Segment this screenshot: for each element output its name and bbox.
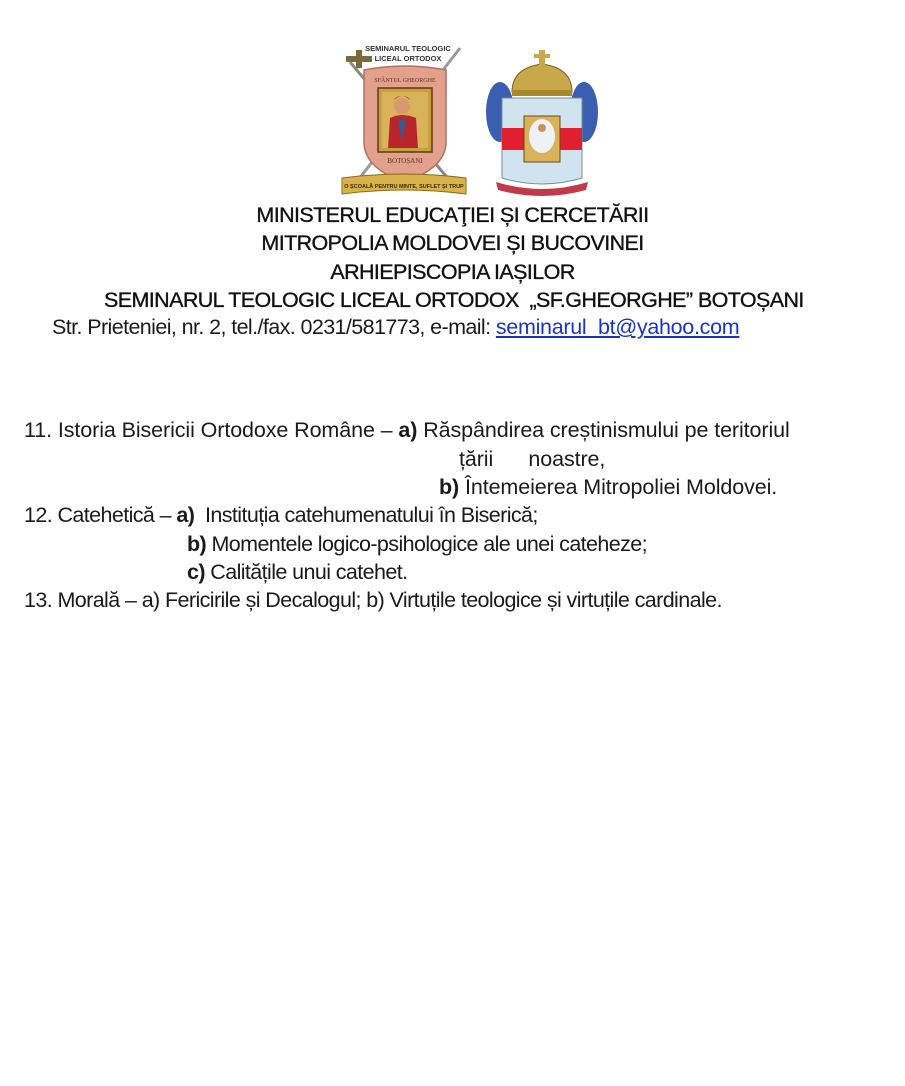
topic-11-item-b [439,475,777,500]
svg-text:SEMINARUL TEOLOGIC: SEMINARUL TEOLOGIC [365,44,451,53]
address-text: Str. Prieteniei, nr. 2, tel./fax. 0231/581773, e-mail: [52,315,496,339]
topic-number: 11. [24,418,52,442]
archdiocese-title: ARHIEPISCOPIA IAȘILOR [330,260,575,284]
svg-text:BOTOȘANI: BOTOȘANI [387,157,423,165]
ministry-title: MINISTERUL EDUCAŢIEI ȘI CERCETĂRII [256,203,649,227]
topic-subject: Istoria Bisericii Ortodoxe Române – [57,418,399,442]
topic-number: 12. [24,503,53,527]
topic-11-line [24,418,790,443]
item-label: a) [398,418,418,442]
header-logos [338,42,608,198]
topic-text: a) Fericirile și Decalogul; b) Virtuțile teologice și virtuțile cardinale. [141,588,722,612]
topic-number: 13. [24,588,53,612]
email-link[interactable]: seminarul_bt@yahoo.com [495,315,740,339]
topic-12-item-b [187,532,647,557]
item-text: Calitățile unui catehet. [204,560,408,584]
topic-12-item-c [187,560,407,585]
item-text: Răspândirea creștinismului pe teritoriul [417,418,790,442]
topic-subject: Morală – [57,588,142,612]
topic-13-line [24,588,722,613]
item-label: c) [187,560,205,584]
seminary-crest-logo [338,42,470,198]
item-label: b) [187,532,207,556]
seminary-title: SEMINARUL TEOLOGIC LICEAL ORTODOX „SF.GHEORGHE” BOTOȘANI [104,288,804,312]
metropolis-coat-of-arms-logo [482,50,602,198]
svg-text:LICEAL ORTODOX: LICEAL ORTODOX [374,54,442,63]
item-text: Instituția catehumenatului în Biserică; [194,503,538,527]
contact-address [52,315,739,340]
item-label: a) [176,503,195,527]
topic-12-line [24,503,538,528]
topic-subject: Catehetică – [57,503,177,527]
svg-text:SFÂNTUL GHEORGHE: SFÂNTUL GHEORGHE [374,78,436,84]
item-label: b) [439,475,460,499]
svg-text:O ȘCOALĂ PENTRU MINTE, SUFLET: O ȘCOALĂ PENTRU MINTE, SUFLET ȘI TRUP [344,184,464,190]
item-text: Momentele logico-psihologice ale unei cateheze; [206,532,647,556]
item-text: Întemeierea Mitropoliei Moldovei. [459,475,778,499]
metropolis-title: MITROPOLIA MOLDOVEI ȘI BUCOVINEI [261,231,644,255]
topic-11-continuation: țării noastre, [459,447,606,471]
